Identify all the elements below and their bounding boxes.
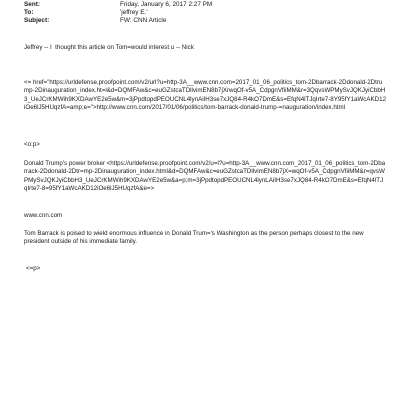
subject-value: FW: CNN Article — [120, 17, 167, 24]
closing-p-tag: <=p> — [26, 265, 41, 272]
article-link-markup: <= href="https://urldefense.proofpoint.com/v2/url?u=http-3A__www.cnn.com=2017_01_06_politics_tom-2Dbarrack-2Ddonald-2Dtrump-2Dinauguration_index.ht=l&d=DQMFAw&c=euGZstcaTDllvimEN8b7jXrwqOf-v5A_CdpgnVfiiMM&r=3QqvsWPMySvJQKJyiCbbH3_UeJCrKMWih9KXDAwYE2e5w&m=3jPpdtopdPEOUCNL4lynAiIH3se7xJQ84-R4kO7DmE&s=EfqN4lTJqIrte7-8Y95fY1aWcAKD12iOe6lJ5HUqzfA=amp;e=">http://www.cnn.com/2017/01/06/politics/tom-barrack-donald-trump-=nauguration/index.html — [24, 79, 387, 111]
subject-label: Subject: — [24, 17, 50, 24]
o-p-tag: <o:p> — [24, 141, 40, 148]
sent-value: Friday, January 6, 2017 2:27 PM — [120, 1, 213, 8]
site-name: www.cnn.com — [24, 212, 63, 219]
to-label: To: — [24, 9, 34, 16]
story-summary: Tom Barrack is poised to wield enormous influence in Donald Trum='s Washington as the person perhaps closest to the new president outside of his immediate family. — [24, 230, 366, 246]
power-broker-paragraph: Donald Trump's power broker <https://urldefense.proofpoint.com/v2/u=l?u=http-3A__www.cnn.com_2017_01_06_politics_tom-2Dbarrack-2Ddonald-2Dtr=mp-2Dinauguration_index.html&d=DQMFAw&c=euGZstcaTDllvimEN8b7jX=wqOf-v5A_CdpgnVfiiMM&r=qvsWPMySvJQKJyiCbbH3_UeJCrKMWih9KXDAwYE2e5w&a=p;m=3jPpdtopdPEOUCNL4lynLAiIH3se7xJQ84-R4kO7DmE&s=EfqN4lTJqIrte7-8=95fY1aWcAKD12iOe6lJ5HUqzfA&e=> — [24, 160, 386, 192]
sent-label: Sent: — [24, 1, 40, 8]
to-value: 'jeffrey E.' — [120, 9, 148, 16]
greeting-paragraph: Jeffrey -- I thought this article on Tom=would interest u -- Nick — [24, 44, 194, 51]
